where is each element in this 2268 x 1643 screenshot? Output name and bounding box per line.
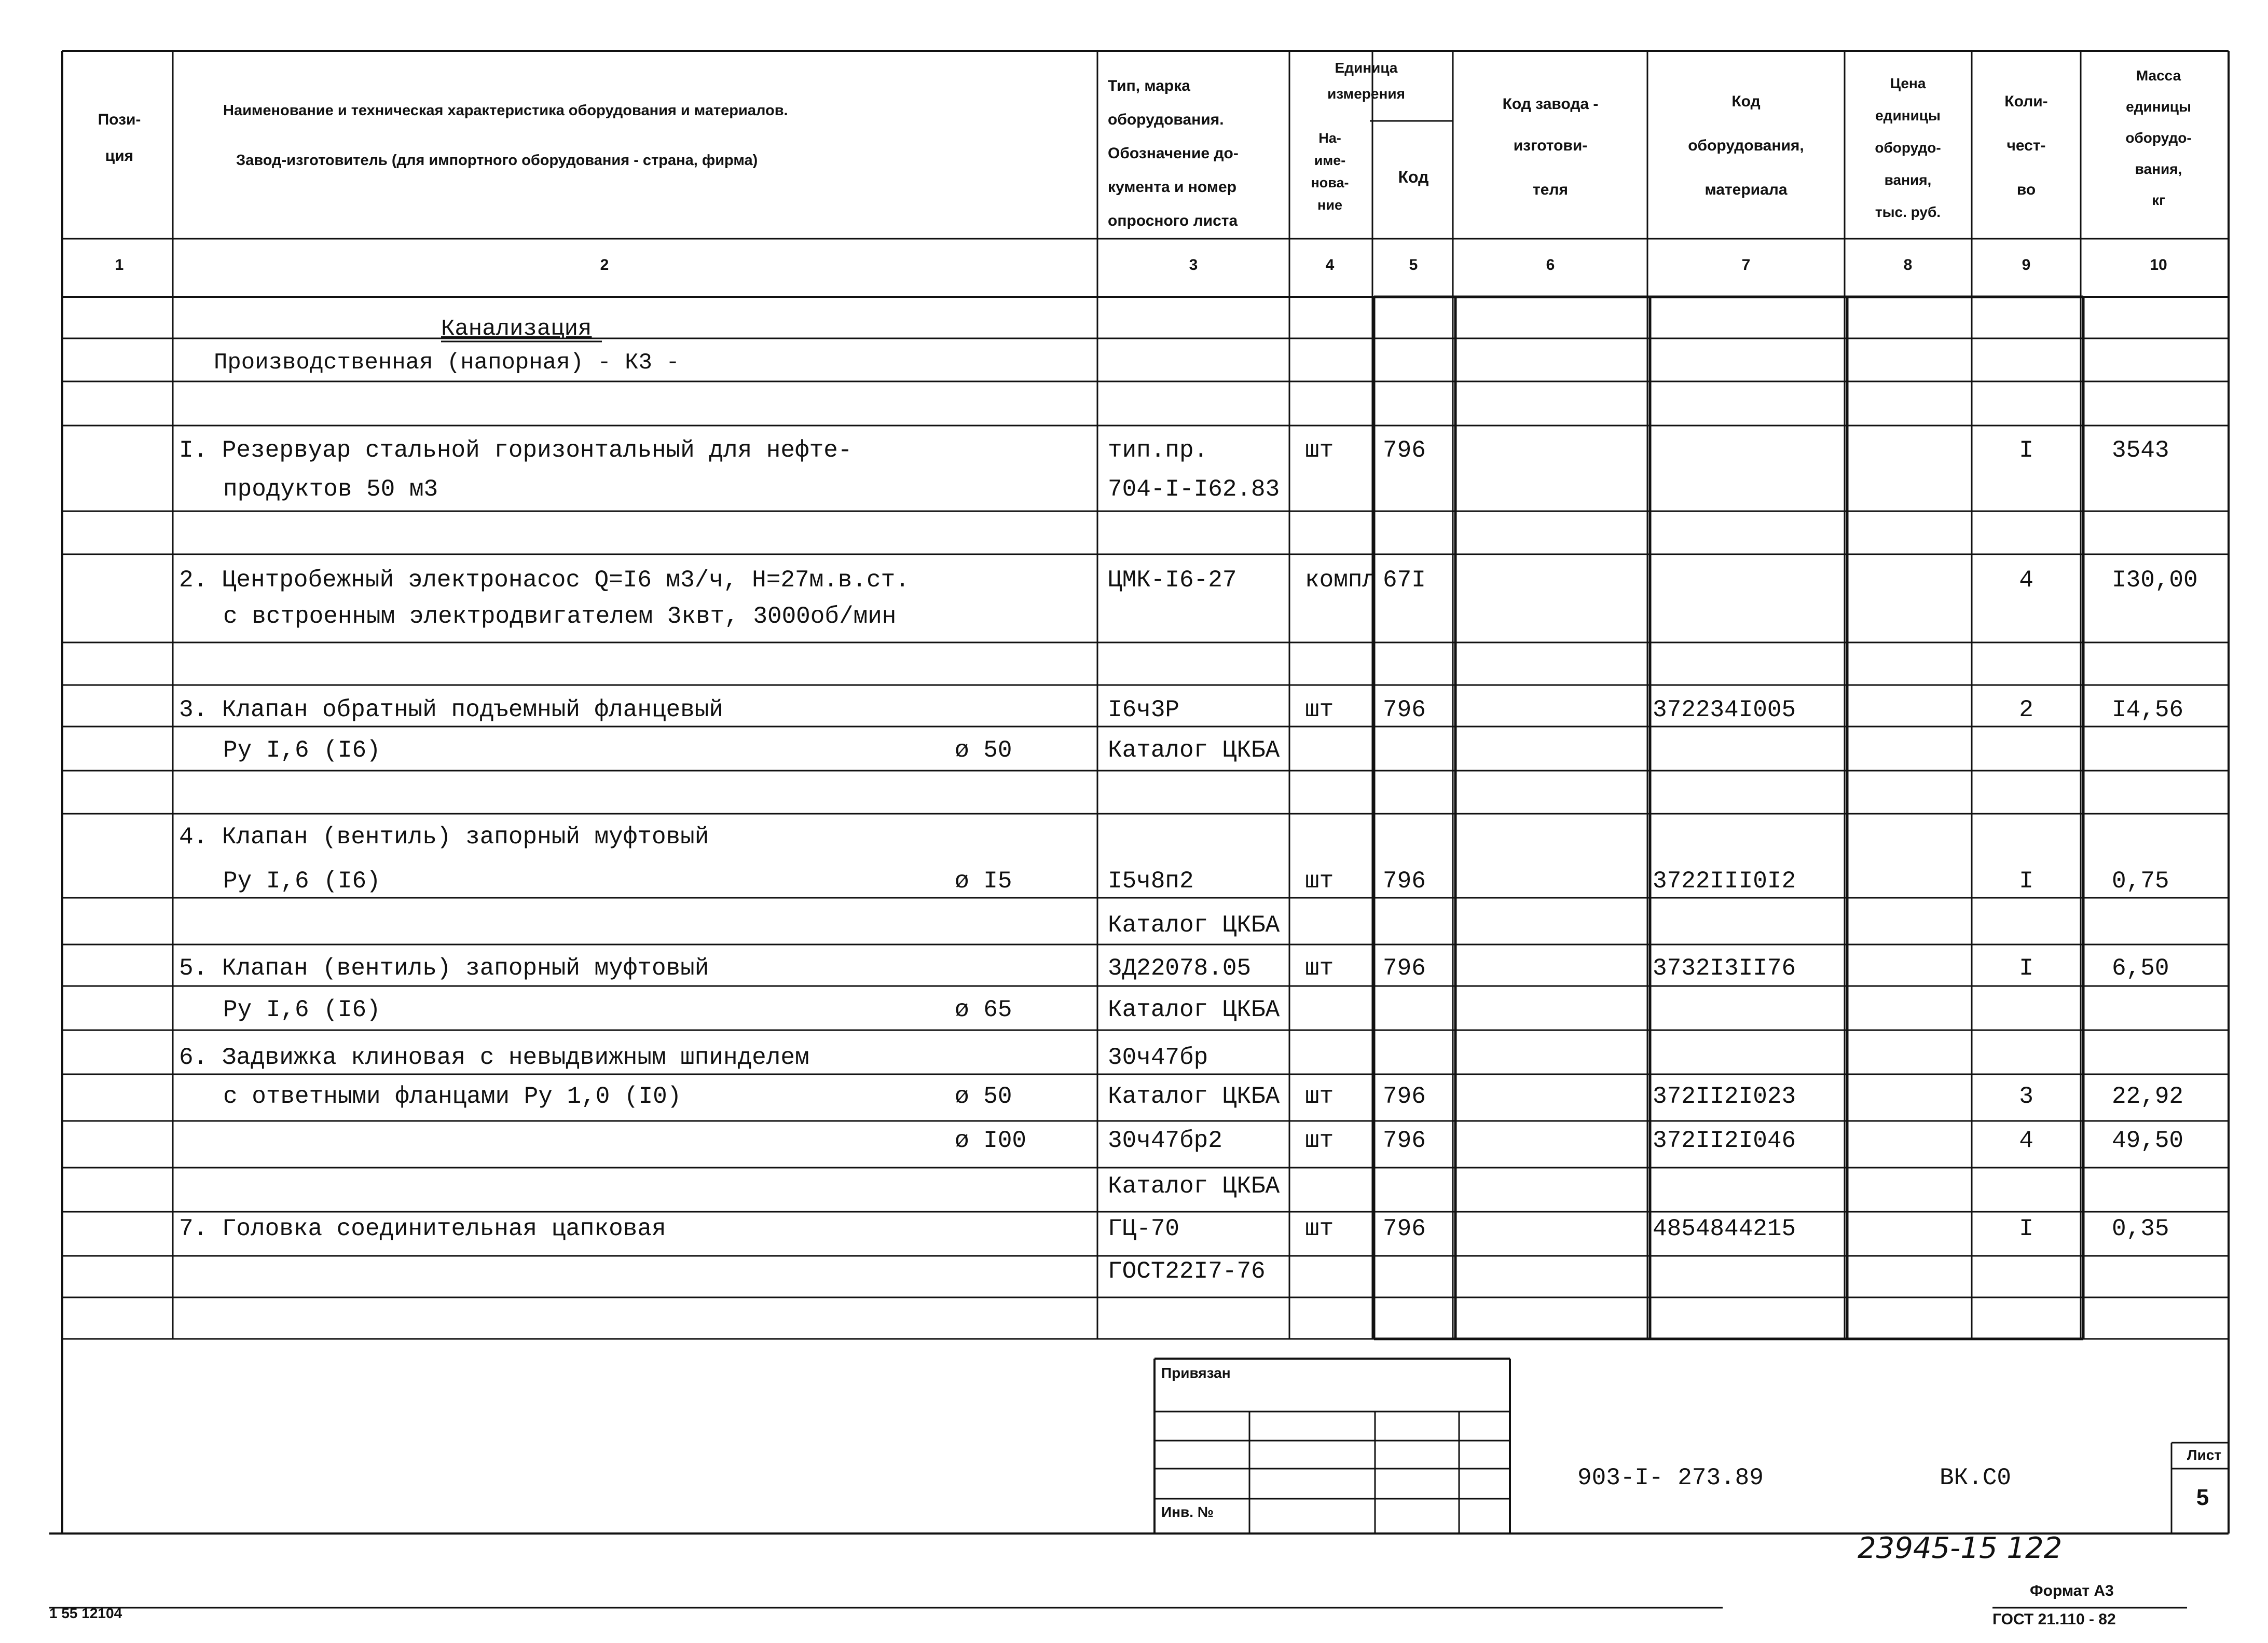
item-unit: шт [1305, 437, 1334, 464]
sheet-number: 5 [2196, 1485, 2209, 1510]
table-row [223, 603, 896, 630]
header-col4-l2: име- [1314, 153, 1346, 168]
item-name: 3. Клапан обратный подъемный фланцевый [179, 696, 723, 723]
header-col4-l4: ние [1317, 197, 1342, 213]
item-diameter: ø 50 [955, 737, 1012, 764]
stamp-inv-number: Инв. № [1161, 1504, 1214, 1520]
sheet-label: Лист [2187, 1447, 2222, 1463]
table-row [179, 1044, 1208, 1071]
table-header [98, 60, 2192, 273]
item-equipment-code: 3732I3II76 [1653, 955, 1796, 982]
table-row [223, 868, 2169, 895]
item-type: 704-I-I62.83 [1108, 476, 1280, 503]
column-number: 9 [2022, 256, 2031, 273]
column-number: 10 [2150, 256, 2167, 273]
item-diameter: ø 65 [955, 996, 1012, 1023]
header-col2-l2: Завод-изготовитель (для импортного оборудования - страна, фирма) [236, 152, 758, 169]
item-unit: шт [1305, 1127, 1334, 1154]
item-equipment-code: 372II2I046 [1653, 1127, 1796, 1154]
item-unit-code: 796 [1383, 1083, 1426, 1110]
header-col3-l5: опросного листа [1108, 212, 1238, 229]
stamp-privyazan: Привязан [1161, 1365, 1231, 1381]
header-col6-l1: Код завода - [1502, 95, 1599, 113]
item-quantity: 3 [2019, 1083, 2033, 1110]
item-quantity: I [2019, 868, 2033, 895]
item-type: тип.пр. [1108, 437, 1208, 464]
item-name: Ру I,6 (I6) [223, 868, 381, 895]
item-mass: I30,00 [2112, 567, 2198, 594]
header-col3-l1: Тип, марка [1108, 77, 1190, 94]
item-diameter: ø I5 [955, 868, 1012, 895]
gost-label: ГОСТ 21.110 - 82 [1992, 1611, 2116, 1628]
table-row [1108, 912, 1280, 939]
header-col8-l2: единицы [1875, 107, 1941, 124]
item-unit-code: 796 [1383, 955, 1426, 982]
table-row [179, 824, 709, 851]
item-name: продуктов 50 м3 [223, 476, 438, 503]
item-type: Каталог ЦКБА [1108, 912, 1280, 939]
item-type: I6ч3Р [1108, 696, 1180, 723]
header-col3-l4: кумента и номер [1108, 179, 1237, 196]
left-footer-code: 1 55 12104 [49, 1605, 122, 1621]
header-unit-group-l1: Единица [1335, 60, 1398, 76]
item-unit-code: 796 [1383, 437, 1426, 464]
item-equipment-code: 3722III0I2 [1653, 868, 1796, 895]
table-row [223, 996, 1280, 1023]
item-type: 3Д22078.05 [1108, 955, 1252, 982]
item-unit: шт [1305, 868, 1334, 895]
item-name: 2. Центробежный электронасос Q=I6 м3/ч, Н=27м.в.ст. [179, 567, 910, 594]
item-name: 6. Задвижка клиновая с невыдвижным шпинделем [179, 1044, 809, 1071]
format-label: Формат А3 [2030, 1582, 2114, 1599]
item-unit-code: 67I [1383, 567, 1426, 594]
header-col4-l1: На- [1318, 130, 1341, 146]
header-col2-l1: Наименование и техническая характеристика оборудования и материалов. [223, 102, 788, 119]
header-col7-l3: материала [1705, 181, 1788, 198]
column-number: 4 [1325, 256, 1335, 273]
header-col1-l1: Пози- [98, 111, 141, 128]
item-quantity: I [2019, 437, 2033, 464]
item-name: 5. Клапан (вентиль) запорный муфтовый [179, 955, 709, 982]
table-row [179, 955, 2169, 982]
column-number: 1 [115, 256, 124, 273]
item-mass: I4,56 [2112, 696, 2184, 723]
item-mass: 49,50 [2112, 1127, 2184, 1154]
table-row [955, 1127, 2183, 1154]
header-col3-l2: оборудования. [1108, 111, 1224, 128]
section-subtitle: Производственная (напорная) - К3 - [214, 350, 680, 376]
item-unit-code: 796 [1383, 696, 1426, 723]
table-row [1108, 1258, 1266, 1285]
header-col10-l3: оборудо- [2125, 130, 2192, 146]
item-diameter: ø I00 [955, 1127, 1027, 1154]
item-name: с ответными фланцами Ру 1,0 (I0) [223, 1083, 682, 1110]
table-body [179, 437, 2198, 1285]
table-row [223, 1083, 2183, 1110]
item-type: ЦМК-I6-27 [1108, 567, 1237, 594]
title-block [1154, 1359, 2229, 1534]
item-mass: 3543 [2112, 437, 2169, 464]
table-row [179, 437, 2169, 464]
column-numbers [115, 256, 2167, 273]
item-type: Каталог ЦКБА [1108, 996, 1280, 1023]
table-row [179, 567, 2198, 594]
item-unit-code: 796 [1383, 1215, 1426, 1242]
section-title: Канализация [441, 316, 592, 342]
document-code: ВК.С0 [1940, 1464, 2012, 1491]
item-quantity: I [2019, 1215, 2033, 1242]
item-name: Ру I,6 (I6) [223, 737, 381, 764]
item-unit: шт [1305, 696, 1334, 723]
column-number: 3 [1189, 256, 1198, 273]
item-type: 30ч47бр [1108, 1044, 1208, 1071]
header-col8-l5: тыс. руб. [1875, 204, 1941, 220]
item-name: Ру I,6 (I6) [223, 996, 381, 1023]
header-col7-l2: оборудования, [1688, 137, 1804, 154]
header-col10-l1: Масса [2136, 67, 2181, 84]
item-diameter: ø 50 [955, 1083, 1012, 1110]
item-quantity: 4 [2019, 1127, 2033, 1154]
item-name: 4. Клапан (вентиль) запорный муфтовый [179, 824, 709, 851]
header-col4-l3: нова- [1311, 175, 1349, 190]
item-equipment-code: 372II2I023 [1653, 1083, 1796, 1110]
header-col9-l3: во [2016, 181, 2036, 198]
column-number: 6 [1546, 256, 1555, 273]
item-type: Каталог ЦКБА [1108, 1173, 1280, 1200]
column-number: 5 [1409, 256, 1418, 273]
item-quantity: 4 [2019, 567, 2033, 594]
header-col8-l1: Цена [1890, 75, 1926, 91]
header-col8-l3: оборудо- [1875, 140, 1941, 156]
table-row [179, 696, 2183, 723]
handwritten-archive-number: 23945-15 122 [1858, 1531, 2063, 1565]
header-col10-l5: кг [2152, 192, 2165, 208]
header-col1-l2: ция [105, 147, 134, 165]
item-mass: 0,75 [2112, 868, 2169, 895]
item-name: 7. Головка соединительная цапковая [179, 1215, 666, 1242]
header-col10-l4: вания, [2135, 161, 2182, 177]
item-type: I5ч8п2 [1108, 868, 1194, 895]
item-quantity: I [2019, 955, 2033, 982]
item-unit-code: 796 [1383, 1127, 1426, 1154]
item-name: I. Резервуар стальной горизонтальный для нефте- [179, 437, 853, 464]
header-col5: Код [1398, 168, 1429, 186]
table-row [179, 1215, 2169, 1242]
table-row [223, 737, 1280, 764]
table-row [1108, 1173, 1280, 1200]
item-unit: шт [1305, 1215, 1334, 1242]
item-quantity: 2 [2019, 696, 2033, 723]
item-unit: шт [1305, 1083, 1334, 1110]
item-unit-code: 796 [1383, 868, 1426, 895]
item-type: ГЦ-70 [1108, 1215, 1180, 1242]
header-col9-l2: чест- [2006, 137, 2046, 154]
item-type: ГОСТ22I7-76 [1108, 1258, 1266, 1285]
item-type: Каталог ЦКБА [1108, 737, 1280, 764]
header-col9-l1: Коли- [2004, 93, 2048, 110]
item-type: 30ч47бр2 [1108, 1127, 1222, 1154]
item-mass: 22,92 [2112, 1083, 2184, 1110]
header-col6-l3: теля [1533, 181, 1568, 198]
item-mass: 0,35 [2112, 1215, 2169, 1242]
item-unit: компл [1305, 567, 1377, 594]
table-grid [49, 51, 2229, 1534]
table-row [223, 476, 1280, 503]
item-unit: шт [1305, 955, 1334, 982]
item-name: с встроенным электродвигателем 3квт, 3000об/мин [223, 603, 897, 630]
item-equipment-code: 372234I005 [1653, 696, 1796, 723]
header-unit-group-l2: измерения [1327, 86, 1405, 102]
document-number: 903-I- 273.89 [1577, 1464, 1764, 1491]
header-col3-l3: Обозначение до- [1108, 145, 1239, 162]
header-col7-l1: Код [1731, 93, 1761, 110]
column-number: 8 [1903, 256, 1913, 273]
header-col8-l4: вания, [1884, 172, 1932, 188]
column-number: 7 [1741, 256, 1751, 273]
header-col10-l2: единицы [2126, 99, 2191, 115]
item-equipment-code: 4854844215 [1653, 1215, 1796, 1242]
header-col6-l2: изготови- [1513, 137, 1588, 154]
item-type: Каталог ЦКБА [1108, 1083, 1280, 1110]
item-mass: 6,50 [2112, 955, 2169, 982]
column-number: 2 [600, 256, 609, 273]
